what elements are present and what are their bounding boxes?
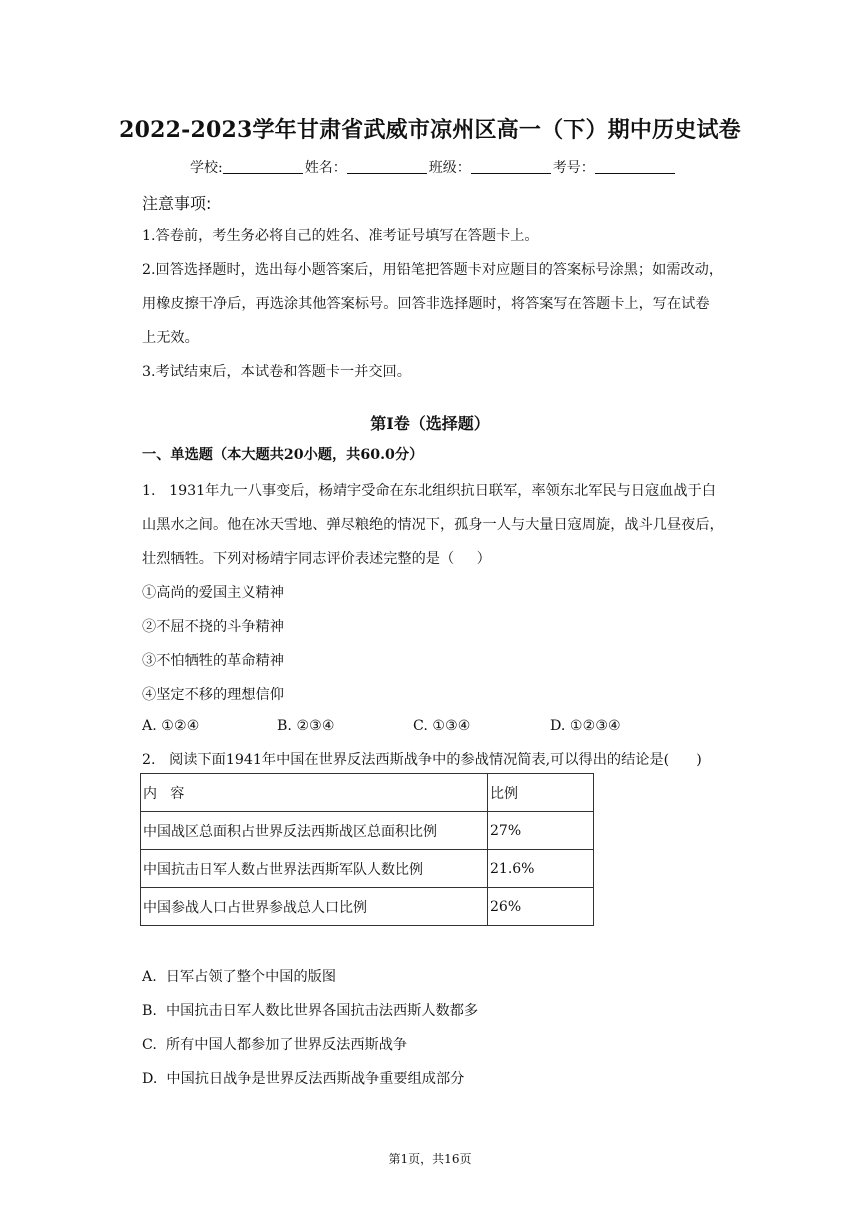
part-title: 一、单选题（本大题共20小题，共60.0分）: [142, 447, 424, 463]
q2-stem: 2. 阅读下面1941年中国在世界反法西斯战争中的参战情况简表,可以得出的结论是( ): [142, 752, 702, 768]
q1-item: ②不屈不挠的斗争精神: [142, 619, 284, 635]
q1-stem-line: 壮烈牺牲。下列对杨靖宇同志评价表述完整的是（ ）: [142, 551, 491, 567]
school-label: 学校:: [190, 160, 223, 176]
q1-option-d[interactable]: D. ①②③④: [550, 718, 621, 734]
notice-item: 上无效。: [142, 330, 199, 346]
notice-item: 用橡皮擦干净后，再选涂其他答案标号。回答非选择题时，将答案写在答题卡上，写在试卷: [142, 296, 710, 312]
page-footer: 第1页，共16页: [388, 1152, 472, 1166]
table-cell: 27%: [488, 812, 594, 850]
q2-table: [140, 773, 594, 926]
notice-item: 3.考试结束后，本试卷和答题卡一并交回。: [142, 364, 411, 380]
school-blank: [223, 161, 303, 174]
page-title: 2022-2023学年甘肃省武威市凉州区高一（下）期中历史试卷: [119, 117, 741, 143]
class-label: 班级：: [428, 160, 471, 176]
q2-option-a[interactable]: A. 日军占领了整个中国的版图: [142, 969, 337, 985]
class-blank: [471, 161, 551, 174]
q2-option-d[interactable]: D. 中国抗日战争是世界反法西斯战争重要组成部分: [142, 1071, 465, 1087]
exam-no-blank: [595, 161, 675, 174]
notice-heading: 注意事项:: [142, 194, 212, 213]
q2-option-b[interactable]: B. 中国抗击日军人数比世界各国抗击法西斯人数都多: [142, 1003, 479, 1019]
table-cell: 21.6%: [488, 850, 594, 888]
q1-item: ④坚定不移的理想信仰: [142, 687, 284, 703]
table-header-cell: 内 容: [141, 774, 488, 812]
notice-item: 2.回答选择题时，选出每小题答案后，用铅笔把答题卡对应题目的答案标号涂黑；如需改动，: [142, 262, 724, 278]
name-label: 姓名：: [304, 160, 347, 176]
notice-item: 1.答卷前，考生务必将自己的姓名、准考证号填写在答题卡上。: [142, 228, 539, 244]
q1-option-c[interactable]: C. ①③④: [413, 718, 471, 734]
table-row: [141, 812, 594, 850]
name-blank: [347, 161, 427, 174]
student-info-line: [190, 157, 677, 177]
exam-no-label: 考号：: [552, 160, 595, 176]
q1-stem-line: 1. 1931年九一八事变后，杨靖宇受命在东北组织抗日联军，率领东北军民与日寇血战于白: [142, 483, 716, 499]
table-row: [141, 888, 594, 926]
table-cell: 中国参战人口占世界参战总人口比例: [141, 888, 488, 926]
table-header-cell: 比例: [488, 774, 594, 812]
q1-stem-line: 山黑水之间。他在冰天雪地、弹尽粮绝的情况下，孤身一人与大量日寇周旋，战斗几昼夜后，: [142, 517, 724, 533]
q2-option-c[interactable]: C. 所有中国人都参加了世界反法西斯战争: [142, 1037, 408, 1053]
table-cell: 中国战区总面积占世界反法西斯战区总面积比例: [141, 812, 488, 850]
table-row: [141, 850, 594, 888]
q1-option-a[interactable]: A. ①②④: [142, 718, 200, 734]
table-header-row: [141, 774, 594, 812]
table-cell: 26%: [488, 888, 594, 926]
section-title: 第I卷（选择题）: [370, 414, 490, 433]
q1-item: ③不怕牺牲的革命精神: [142, 653, 284, 669]
q1-option-b[interactable]: B. ②③④: [277, 718, 335, 734]
table-cell: 中国抗击日军人数占世界法西斯军队人数比例: [141, 850, 488, 888]
q1-item: ①高尚的爱国主义精神: [142, 585, 284, 601]
